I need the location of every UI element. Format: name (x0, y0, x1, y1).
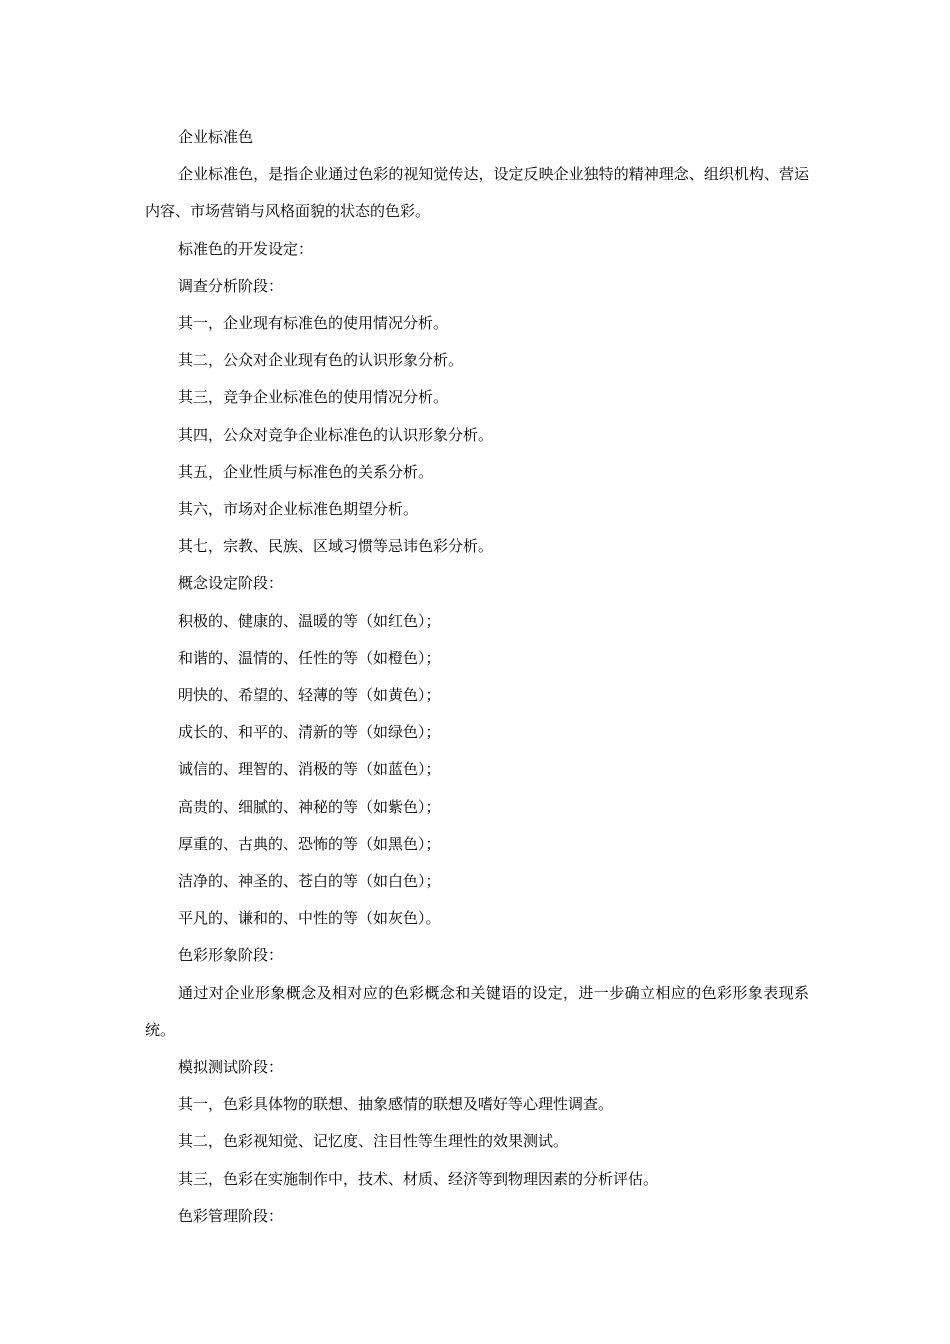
image-stage-paragraph: 通过对企业形象概念及相对应的色彩概念和关键语的设定，进一步确立相应的色彩形象表现系统。 (145, 983, 809, 1039)
heading-corporate-standard-color: 企业标准色 (178, 128, 254, 146)
document-body (145, 119, 809, 1235)
survey-item-6: 其六，市场对企业标准色期望分析。 (178, 500, 419, 519)
survey-item-3: 其三，竞争企业标准色的使用情况分析。 (178, 388, 449, 407)
survey-item-7: 其七，宗教、民族、区域习惯等忌讳色彩分析。 (178, 537, 494, 556)
concept-item-orange: 和谐的、温情的、任性的等（如橙色）； (178, 648, 441, 667)
testing-item-3: 其三，色彩在实施制作中，技术、材质、经济等到物理因素的分析评估。 (178, 1169, 659, 1188)
concept-item-purple: 高贵的、细腻的、神秘的等（如紫色）； (178, 797, 441, 816)
concept-item-gray: 平凡的、谦和的、中性的等（如灰色）。 (178, 909, 441, 928)
stage-heading-management: 色彩管理阶段： (178, 1206, 284, 1225)
stage-heading-image: 色彩形象阶段： (178, 946, 284, 965)
stage-heading-survey: 调查分析阶段： (178, 276, 284, 295)
concept-item-red: 积极的、健康的、温暖的等（如红色）； (178, 611, 441, 630)
survey-item-5: 其五，企业性质与标准色的关系分析。 (178, 462, 434, 481)
concept-item-black: 厚重的、古典的、恐怖的等（如黑色）； (178, 834, 441, 853)
concept-item-white: 洁净的、神圣的、苍白的等（如白色）； (178, 872, 441, 891)
testing-item-2: 其二，色彩视知觉、记忆度、注目性等生理性的效果测试。 (178, 1132, 569, 1151)
survey-item-1: 其一，企业现有标准色的使用情况分析。 (178, 314, 449, 333)
stage-heading-concept: 概念设定阶段： (178, 574, 284, 593)
testing-item-1: 其一，色彩具体物的联想、抽象感情的联想及嗜好等心理性调查。 (178, 1095, 614, 1114)
survey-item-4: 其四，公众对竞争企业标准色的认识形象分析。 (178, 425, 494, 444)
concept-item-yellow: 明快的、希望的、轻薄的等（如黄色）； (178, 686, 441, 705)
section-heading-development: 标准色的开发设定： (178, 239, 314, 258)
stage-heading-testing: 模拟测试阶段： (178, 1058, 284, 1077)
survey-item-2: 其二，公众对企业现有色的认识形象分析。 (178, 351, 464, 370)
concept-item-blue: 诚信的、理智的、消极的等（如蓝色）； (178, 760, 441, 779)
concept-item-green: 成长的、和平的、清新的等（如绿色）； (178, 723, 441, 742)
definition-paragraph: 企业标准色，是指企业通过色彩的视知觉传达，设定反映企业独特的精神理念、组织机构、营运内容、市场营销与风格面貌的状态的色彩。 (145, 165, 809, 221)
